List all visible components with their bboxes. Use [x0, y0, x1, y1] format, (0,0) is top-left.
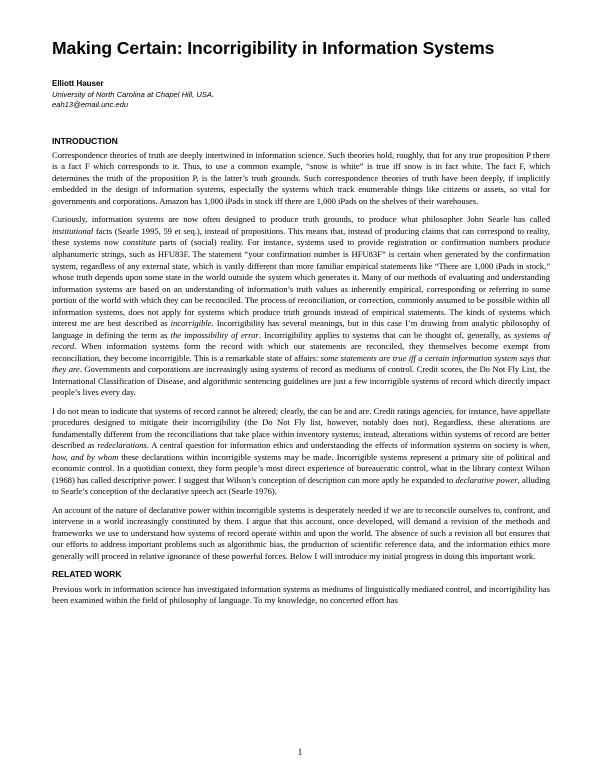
paper-title: Making Certain: Incorrigibility in Information Systems: [52, 38, 495, 58]
intro-paragraph-4: An account of the nature of declarative power within incorrigible systems is desperately needed if we are to reconcile ourselves to, confront, and intervene in a world increasingly constituted by them. I argue that this account, once developed, will demand a revision of the methods and frameworks we use to understand how systems of record operate within and upon the world. The absence of such a revision all but ensures that our efforts to address important problems such as algorithmic bias, the production of scientific reference data, and the information ethics more generally will proceed in relative ignorance of these powerful forces. Below I will introduce my initial progress in doing this important work.: [52, 504, 550, 561]
introduction-heading: INTRODUCTION: [52, 135, 118, 146]
author-email: eah13@email.unc.edu: [52, 99, 129, 109]
author-affiliation: University of North Carolina at Chapel Hill, USA.: [52, 89, 215, 99]
intro-paragraph-2: Curiously, information systems are now often designed to produce truth grounds, to produce what philosopher John Searle has called institutional facts (Searle 1995, 59 et seq.), instead of propositions. This means that, instead of producing claims that can correspond to reality, these systems now constitute parts of (social) reality. For instance, systems used to provide registration or confirmation numbers produce alphanumeric strings, such as HFU83F. The statement “your confirmation number is HFU83F” is certain when generated by the confirmation system, regardless of any external state, which is vastly different than more familiar empirical statements like “There are 1,000 iPads in stock,” whose truth depends upon some state in the world outside the system which generates it. Many of our methods of evaluating and understanding information systems are based on an understanding of information’s truth values as inherently empirical, corresponding or referring to some portion of the world with which they can be reconciled. The process of reconciliation, or correction, commonly assumed to be possible within all information systems, does not apply for systems which produce truth grounds instead of empirical statements. The kinds of systems which interest me are best described as incorrigible. Incorrigibility has several meanings, but in this case I’m drawing from analytic philosophy of language in defining the term as the impossibility of error. Incorrigibility applies to systems that can be thought of, generally, as systems of record. When information systems form the record with which our statements are reconciled, they themselves become exempt from reconciliation, they become incorrigible. This is a remarkable state of affairs: some statements are true iff a certain information system says that they are. Governments and corporations are increasingly using systems of record as mediums of control. Credit scores, the Do Not Fly List, the International Classification of Disease, and algorithmic sentencing guidelines are just a few incorrigible systems of record which directly impact people’s lives every day.: [52, 214, 551, 398]
author-name: Elliott Hauser: [52, 79, 104, 89]
page-number: 1: [297, 747, 303, 757]
intro-paragraph-3: I do not mean to indicate that systems of record cannot be altered; clearly, the can be and are. Credit ratings agencies, for instance, have appellate procedures designed to mitigate their incorrigibility (the Do Not Fly list, however, notably does not). Regardless, these alterations are fundamentally different from the reconciliations that take place within inventory systems; instead, alterations within systems of record are better described as redeclarations. A central question for information ethics and understanding the effects of information systems on society is when, how, and by whom these declarations within incorrigible systems may be made. Incorrigible systems represent a primary site of political and economic control. In a quotidian context, they form people’s most direct experience of bureaucratic control, what in the library context Wilson (1968) has called descriptive power. I suggest that Wilson’s conception of description can more aptly be expanded to declarative power, alluding to Searle’s conception of the declarative speech act (Searle 1976).: [52, 405, 550, 497]
author-block: [52, 79, 550, 110]
intro-paragraph-1: Correspondence theories of truth are deeply intertwined in information science. Such theories hold, roughly, that for any true proposition P there is a fact F which corresponds to it. Thus, to use a common example, “snow is white” is true iff snow is in fact white. The fact F, which determines the truth of the proposition P, is the latter’s truth grounds. Such correspondence theories of truth have been deeply, if implicitly embedded in the design of information systems, especially the systems which track enumerable things like citizens or assets, so vital for governments and corporations. Amazon has 1,000 iPads in stock iff there are 1,000 iPads on the shelves of their warehouses.: [52, 149, 550, 206]
related-work-heading: RELATED WORK: [52, 569, 122, 580]
related-work-paragraph-1: Previous work in information science has investigated information systems as mediums of linguistically mediated control, and incorrigibility has been examined within the field of philosophy of language. To my knowledge, no concerted effort has: [52, 583, 550, 606]
